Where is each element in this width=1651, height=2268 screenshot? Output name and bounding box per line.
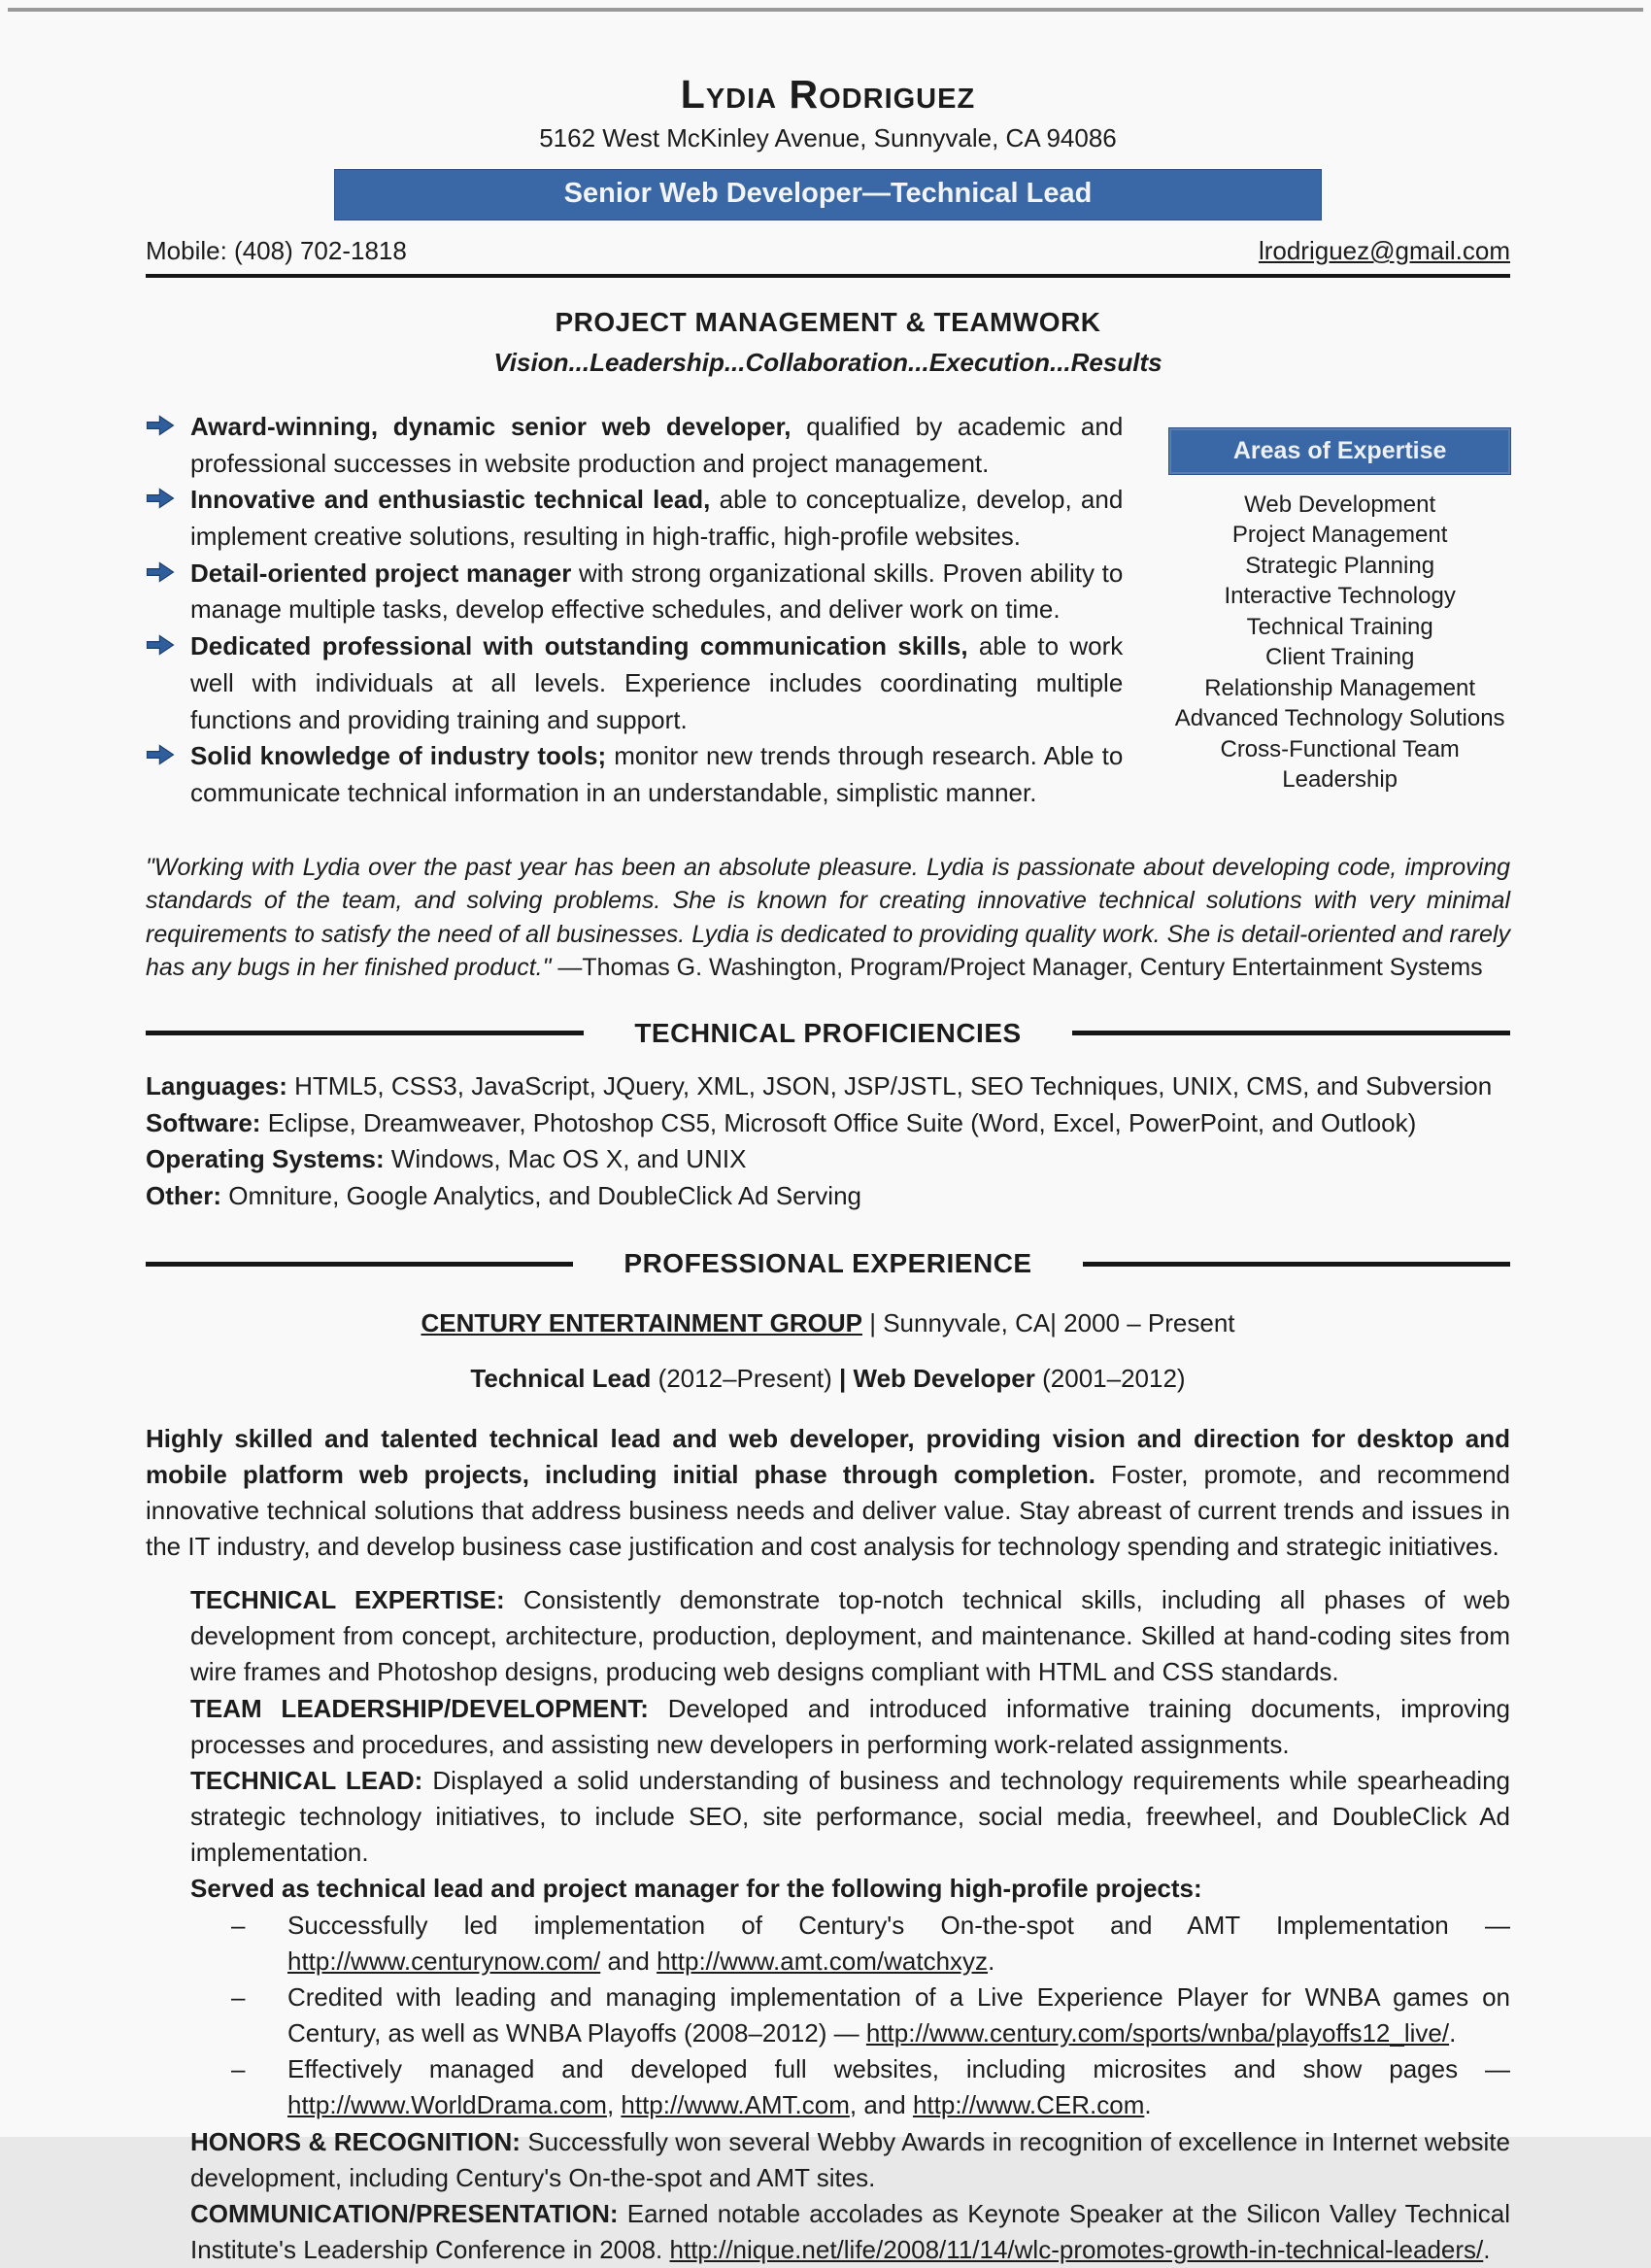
square-bullet-icon	[146, 2124, 190, 2196]
section-title: TECHNICAL PROFICIENCIES	[634, 1017, 1022, 1048]
heading-rule-left	[146, 1262, 573, 1267]
project-link[interactable]: http://www.AMT.com	[621, 2090, 850, 2120]
summary-bullets	[146, 409, 1123, 812]
experience-bullet-text: TEAM LEADERSHIP/DEVELOPMENT: Developed and introduced informative training documents, improving processes and procedures, and assisting new developers in performing work-related assignments.	[190, 1693, 1510, 1759]
experience-bullet	[146, 1582, 1510, 1691]
company-location-dates: | Sunnyvale, CA| 2000 – Present	[862, 1308, 1235, 1338]
expertise-item: Web Development	[1244, 491, 1436, 518]
projects-lead-in: Served as technical lead and project manager for the following high-profile projects:	[190, 1874, 1202, 1904]
experience-bullet	[146, 2196, 1510, 2268]
contact-row	[146, 236, 1510, 266]
summary-bullet	[146, 482, 1123, 555]
company-line	[146, 1308, 1510, 1338]
role-title: Technical Lead	[470, 1364, 652, 1394]
tech-proficiencies-heading	[146, 1018, 1510, 1049]
project-link[interactable]: http://www.century.com/sports/wnba/playoffs12_live/	[865, 2018, 1450, 2048]
tech-proficiencies-list	[146, 1068, 1510, 1216]
roles-line: Technical Lead (2012–Present) | Web Developer (2001–2012)	[470, 1364, 1186, 1394]
job-title-banner: Senior Web Developer—Technical Lead	[334, 169, 1322, 220]
project-link[interactable]: http://www.amt.com/watchxyz	[657, 1946, 989, 1976]
summary-bullet	[146, 738, 1123, 811]
project-sub-bullet	[190, 1908, 1510, 1980]
professional-experience-heading	[146, 1248, 1510, 1279]
project-sub-text: Successfully led implementation of Century's On-the-spot and AMT Implementation — http://www.centurynow.com/ and http://www.amt.com/watchxyz.	[287, 1910, 1510, 1976]
expertise-item: Relationship Management	[1204, 674, 1476, 701]
tech-row: Languages: HTML5, CSS3, JavaScript, JQuery, XML, JSON, JSP/JSTL, SEO Techniques, UNIX, CMS, and Subversion	[146, 1070, 1493, 1100]
summary-tagline: Vision...Leadership...Collaboration...Execution...Results	[493, 348, 1162, 377]
arrow-icon	[146, 738, 190, 811]
summary-bullet	[146, 409, 1123, 482]
expertise-header: Areas of Expertise	[1169, 428, 1510, 474]
experience-bullet	[146, 1763, 1510, 2124]
expertise-list	[1169, 490, 1510, 795]
experience-bullet-text: HONORS & RECOGNITION: Successfully won several Webby Awards in recognition of excellence in Internet website development, including Century's On-the-spot and AMT sites.	[190, 2126, 1510, 2192]
summary-bullet-text: Detail-oriented project manager with strong organizational skills. Proven ability to manage multiple tasks, develop effective schedules, and deliver work on time.	[190, 558, 1124, 625]
section-title: PROFESSIONAL EXPERIENCE	[623, 1248, 1032, 1279]
expertise-item: Cross-Functional Team Leadership	[1220, 735, 1460, 793]
project-link[interactable]: http://www.WorldDrama.com	[287, 2090, 607, 2120]
conference-link[interactable]: http://nique.net/life/2008/11/14/wlc-promotes-growth-in-technical-leaders/	[669, 2235, 1484, 2265]
email-link[interactable]: lrodriguez@gmail.com	[1258, 236, 1510, 265]
expertise-item: Technical Training	[1246, 613, 1433, 640]
heading-rule-left	[146, 1031, 584, 1035]
arrow-icon	[146, 482, 190, 555]
expertise-item: Client Training	[1264, 644, 1415, 671]
square-bullet-icon	[146, 1582, 190, 1691]
experience-bullet-text: COMMUNICATION/PRESENTATION: Earned notable accolades as Keynote Speaker at the Silicon Valley Technical Institute's Leadership Conference in 2008. http://nique.net/life/2008/11/14/wlc-promotes-growth-in-technical-leaders/.	[190, 2198, 1510, 2265]
heading-rule-right	[1083, 1262, 1510, 1267]
role-title: Web Developer	[846, 1364, 1035, 1394]
square-bullet-icon	[146, 1763, 190, 2124]
expertise-item: Advanced Technology Solutions	[1174, 705, 1505, 732]
expertise-item: Strategic Planning	[1245, 552, 1435, 579]
areas-of-expertise-box	[1169, 409, 1510, 812]
square-bullet-icon	[146, 1691, 190, 1763]
dash-bullet: –	[231, 1981, 246, 2012]
summary-bullet-text: Innovative and enthusiastic technical lead, able to conceptualize, develop, and implement creative solutions, resulting in high-traffic, high-profile websites.	[190, 485, 1124, 552]
summary-bullet-text: Solid knowledge of industry tools; monitor new trends through research. Able to communicate technical information in an understandable, simplistic manner.	[190, 741, 1124, 807]
expertise-item: Interactive Technology	[1224, 583, 1456, 610]
project-sub-bullet	[190, 1980, 1510, 2051]
candidate-address: 5162 West McKinley Avenue, Sunnyvale, CA 94086	[539, 123, 1117, 152]
project-sub-text: Effectively managed and developed full websites, including microsites and show pages — http://www.WorldDrama.com, http://www.AMT.com, and http://www.CER.com.	[287, 2054, 1510, 2120]
dash-bullet: –	[231, 2054, 246, 2084]
arrow-icon	[146, 628, 190, 738]
tech-row: Operating Systems: Windows, Mac OS X, and UNIX	[146, 1144, 747, 1174]
tech-row: Other: Omniture, Google Analytics, and DoubleClick Ad Serving	[146, 1181, 862, 1211]
experience-bullet-text: TECHNICAL EXPERTISE: Consistently demonstrate top-notch technical skills, including all phases of web development from concept, architecture, production, deployment, and maintenance. Skilled at hand-coding sites from wire frames and Photoshop designs, producing web designs compliant with HTML and CSS standards.	[190, 1585, 1511, 1687]
testimonial-quote	[146, 851, 1510, 985]
experience-intro: Highly skilled and talented technical lead and web developer, providing vision and direction for desktop and mobile platform web projects, including initial phase through completion. Foster, promote, and recommend innovative technical solutions that address business needs and deliver value. Stay abreast of current trends and issues in the IT industry, and develop business case justification and cost analysis for technology spending and strategic initiatives.	[146, 1424, 1511, 1562]
project-sub-text: Credited with leading and managing implementation of a Live Experience Player for WNBA games on Century, as well as WNBA Playoffs (2008–2012) — http://www.century.com/sports/wnba/playoffs12_live/.	[287, 1981, 1510, 2048]
summary-bullet-text: Award-winning, dynamic senior web developer, qualified by academic and professional successes in website production and project management.	[190, 412, 1124, 478]
summary-bullet	[146, 628, 1123, 738]
project-sub-bullet	[190, 2051, 1510, 2123]
project-link[interactable]: http://www.centurynow.com/	[287, 1946, 601, 1976]
summary-columns	[146, 409, 1510, 812]
experience-bullet	[146, 1691, 1510, 1763]
arrow-icon	[146, 409, 190, 482]
mobile-number: Mobile: (408) 702-1818	[146, 236, 407, 265]
experience-bullet-text: TECHNICAL LEAD: Displayed a solid understanding of business and technology requirements while spearheading strategic technology initiatives, to include SEO, site performance, social media, freewheel, and DoubleClick Ad implementation. Served as technical lead and project manager for the following high-profile projects: – Successfully led implementation of Century's On-the-spot and AMT Implementation — http://www.centurynow.com/ and http://www.amt.com/watchxyz. – Credited with leading and managing implementation of a Live Experience Player for WNBA games on Century, as well as WNBA Playoffs (2008–2012) — http://www.century.com/sports/wnba/playoffs12_live/. – Effectively managed and developed full websites, including microsites and show pages — http://www.WorldDrama.com, http://www.AMT.com, and http://www.CER.com.	[190, 1763, 1510, 2124]
heading-rule-right	[1072, 1031, 1510, 1035]
candidate-name: Lydia Rodriguez	[680, 72, 976, 117]
summary-heading: PROJECT MANAGEMENT & TEAMWORK	[555, 307, 1101, 337]
header-divider	[146, 274, 1510, 278]
square-bullet-icon	[146, 2196, 190, 2268]
quote-attribution: —Thomas G. Washington, Program/Project Manager, Century Entertainment Systems	[551, 954, 1483, 982]
experience-bullets	[146, 1582, 1510, 2268]
expertise-item: Project Management	[1231, 522, 1448, 549]
experience-bullet	[146, 2124, 1510, 2196]
tech-row: Software: Eclipse, Dreamweaver, Photoshop CS5, Microsoft Office Suite (Word, Excel, PowerPoint, and Outlook)	[146, 1107, 1417, 1137]
summary-bullet	[146, 556, 1123, 628]
quote-text: "Working with Lydia over the past year has been an absolute pleasure. Lydia is passionate about developing code, improving standards of the team, and solving problems. She is known for creating innovative technical solutions with very minimal requirements to satisfy the need of all businesses. Lydia is dedicated to providing quality work. She is detail-oriented and rarely has any bugs in her finished product."	[146, 853, 1510, 982]
page-top-border	[8, 8, 1643, 12]
dash-bullet: –	[231, 1910, 246, 1940]
company-name: CENTURY ENTERTAINMENT GROUP	[421, 1308, 862, 1338]
project-link[interactable]: http://www.CER.com	[912, 2090, 1145, 2120]
summary-bullet-text: Dedicated professional with outstanding communication skills, able to work well with individuals at all levels. Experience includes coordinating multiple functions and providing training and support.	[190, 631, 1124, 734]
arrow-icon	[146, 556, 190, 628]
